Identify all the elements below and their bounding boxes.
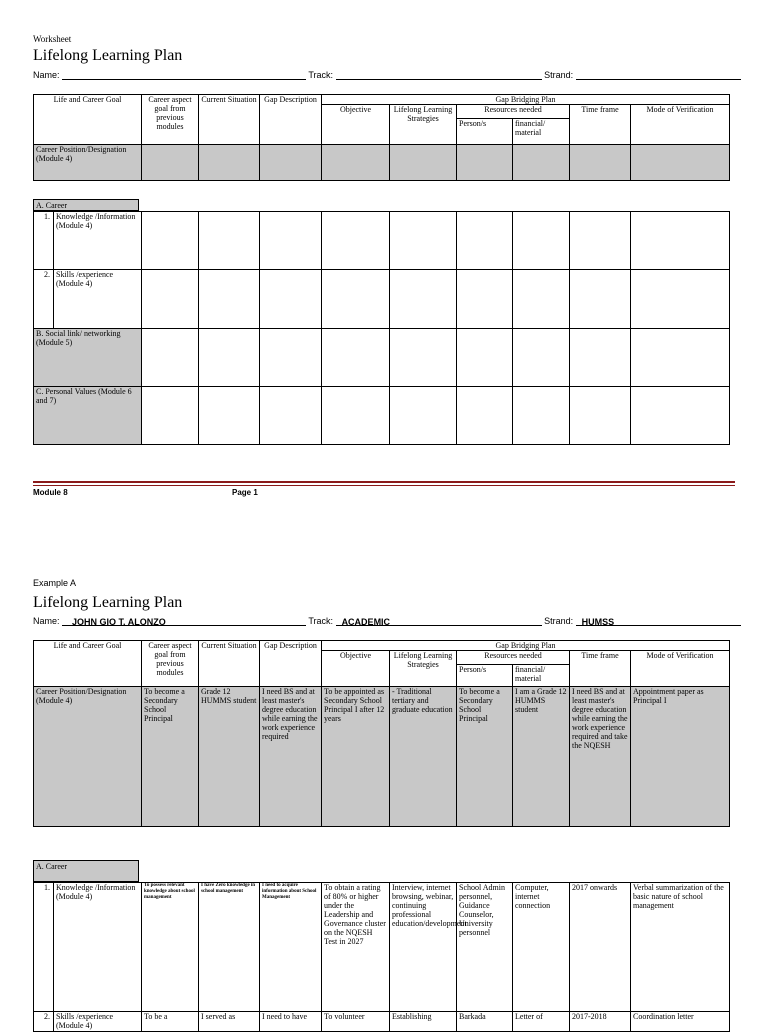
cell-objective: To obtain a rating of 80% or higher under the Leadership and Governance cluster on the NQESH Test in 2027 [322,883,390,1012]
cell[interactable] [570,212,631,270]
cell[interactable] [260,329,322,387]
row-career-position: Career Position/Designation (Module 4) [34,687,142,827]
cell[interactable] [322,212,390,270]
track-label: Track: [308,616,334,626]
header-timeframe: Time frame [570,651,631,687]
header-gap: Gap Description [260,641,322,687]
cell-current: Grade 12 HUMMS student [199,687,260,827]
row-knowledge: Knowledge /Information (Module 4) [54,883,142,1012]
cell-persons: School Admin personnel, Guidance Counselor, University personnel [457,883,513,1012]
cell[interactable] [260,145,322,181]
cell-financial: Computer, internet connection [513,883,570,1012]
row-skills: Skills /experience (Module 4) [54,270,142,329]
track-label: Track: [308,70,334,80]
cell[interactable] [631,270,730,329]
cell[interactable] [142,270,199,329]
cell[interactable] [142,212,199,270]
header-goal: Life and Career Goal [34,95,142,145]
header-bridging: Gap Bridging Plan [322,95,730,105]
header-financial: financial/ material [513,119,570,145]
cell-aspect: To be a [142,1012,199,1032]
cell-timeframe: 2017 onwards [570,883,631,1012]
cell-current: I served as [199,1012,260,1032]
cell[interactable] [199,329,260,387]
row-values: C. Personal Values (Module 6 and 7) [34,387,142,445]
cell-aspect: To possess relevant knowledge about school management [142,883,199,1012]
cell[interactable] [631,145,730,181]
cell-gap: I need to acquire information about School Management [260,883,322,1012]
name-label: Name: [33,616,60,626]
example-name-track-strand-line [33,616,741,626]
track-field[interactable] [336,70,542,80]
strand-field[interactable] [576,70,741,80]
cell[interactable] [390,270,457,329]
cell[interactable] [457,387,513,445]
cell-persons: To become a Secondary School Principal [457,687,513,827]
cell[interactable] [199,212,260,270]
cell[interactable] [390,329,457,387]
header-persons: Person/s [457,119,513,145]
cell-timeframe: 2017-2018 [570,1012,631,1032]
cell[interactable] [390,212,457,270]
cell[interactable] [457,145,513,181]
strand-field[interactable]: HUMSS [576,616,741,626]
cell-strategies: - Traditional tertiary and graduate education [390,687,457,827]
cell[interactable] [631,329,730,387]
cell[interactable] [570,145,631,181]
cell-strategies: Interview, internet browsing, webinar, continuing professional education/development [390,883,457,1012]
header-aspect: Career aspect goal from previous modules [142,95,199,145]
cell[interactable] [260,387,322,445]
header-resources: Resources needed [457,651,570,665]
row-number: 2. [34,270,54,329]
header-goal: Life and Career Goal [34,641,142,687]
header-objective: Objective [322,651,390,687]
track-field[interactable]: ACADEMIC [336,616,542,626]
cell[interactable] [457,329,513,387]
worksheet-label: Worksheet [33,34,72,44]
name-track-strand-line [33,70,741,80]
example-title: Lifelong Learning Plan [33,594,183,611]
section-a-career: A. Career [33,199,139,211]
header-current: Current Situation [199,641,260,687]
header-bridging: Gap Bridging Plan [322,641,730,651]
cell-timeframe: I need BS and at least master's degree education while earning the work experience required and take the NQESH [570,687,631,827]
cell[interactable] [457,270,513,329]
cell[interactable] [457,212,513,270]
cell-gap: I need BS and at least master's degree education while earning the work experience required [260,687,322,827]
cell-verification: Appointment paper as Principal I [631,687,730,827]
cell[interactable] [322,145,390,181]
header-strategies: Lifelong Learning Strategies [390,651,457,687]
cell[interactable] [199,270,260,329]
header-verification: Mode of Verification [631,651,730,687]
header-financial: financial/ material [513,665,570,687]
cell[interactable] [631,387,730,445]
plan-table [33,94,730,181]
cell[interactable] [570,387,631,445]
name-field[interactable]: JOHN GIO T. ALONZO [62,616,306,626]
cell[interactable] [260,212,322,270]
cell[interactable] [513,387,570,445]
strand-label: Strand: [544,70,574,80]
cell[interactable] [513,329,570,387]
example-career-table [33,882,730,1032]
cell[interactable] [142,387,199,445]
cell[interactable] [322,387,390,445]
cell[interactable] [631,212,730,270]
cell-aspect: To become a Secondary School Principal [142,687,199,827]
name-label: Name: [33,70,60,80]
header-verification: Mode of Verification [631,105,730,145]
header-persons: Person/s [457,665,513,687]
cell[interactable] [390,387,457,445]
row-number: 1. [34,212,54,270]
cell[interactable] [570,329,631,387]
cell[interactable] [199,145,260,181]
cell[interactable] [390,145,457,181]
cell-financial: Letter of [513,1012,570,1032]
cell-verification: Coordination letter [631,1012,730,1032]
footer-page: Page 1 [232,488,258,497]
page-title: Lifelong Learning Plan [33,47,183,64]
row-skills: Skills /experience (Module 4) [54,1012,142,1032]
cell[interactable] [260,270,322,329]
cell[interactable] [513,212,570,270]
row-number: 1. [34,883,54,1012]
cell[interactable] [142,145,199,181]
cell[interactable] [322,270,390,329]
header-gap: Gap Description [260,95,322,145]
cell[interactable] [322,329,390,387]
header-resources: Resources needed [457,105,570,119]
footer-module: Module 8 [33,488,68,497]
cell-current: I have Zero knowledge in school management [199,883,260,1012]
cell-verification: Verbal summarization of the basic nature of school management [631,883,730,1012]
cell[interactable] [570,270,631,329]
cell[interactable] [199,387,260,445]
cell-gap: I need to have [260,1012,322,1032]
cell[interactable] [513,145,570,181]
header-timeframe: Time frame [570,105,631,145]
career-table [33,211,730,445]
row-number: 2. [34,1012,54,1032]
example-label: Example A [33,578,77,588]
name-field[interactable] [62,70,306,80]
row-social: B. Social link/ networking (Module 5) [34,329,142,387]
footer-divider [33,481,735,483]
row-career-position: Career Position/Designation (Module 4) [34,145,142,181]
cell-objective: To volunteer [322,1012,390,1032]
header-strategies: Lifelong Learning Strategies [390,105,457,145]
example-plan-table [33,640,730,827]
cell-persons: Barkada [457,1012,513,1032]
cell[interactable] [142,329,199,387]
cell-objective: To be appointed as Secondary School Principal I after 12 years [322,687,390,827]
footer-divider-thin [33,485,735,486]
cell[interactable] [513,270,570,329]
cell-strategies: Establishing [390,1012,457,1032]
header-aspect: Career aspect goal from previous modules [142,641,199,687]
row-knowledge: Knowledge /Information (Module 4) [54,212,142,270]
header-objective: Objective [322,105,390,145]
header-current: Current Situation [199,95,260,145]
example-section-a-career: A. Career [33,860,139,882]
cell-financial: I am a Grade 12 HUMMS student [513,687,570,827]
strand-label: Strand: [544,616,574,626]
